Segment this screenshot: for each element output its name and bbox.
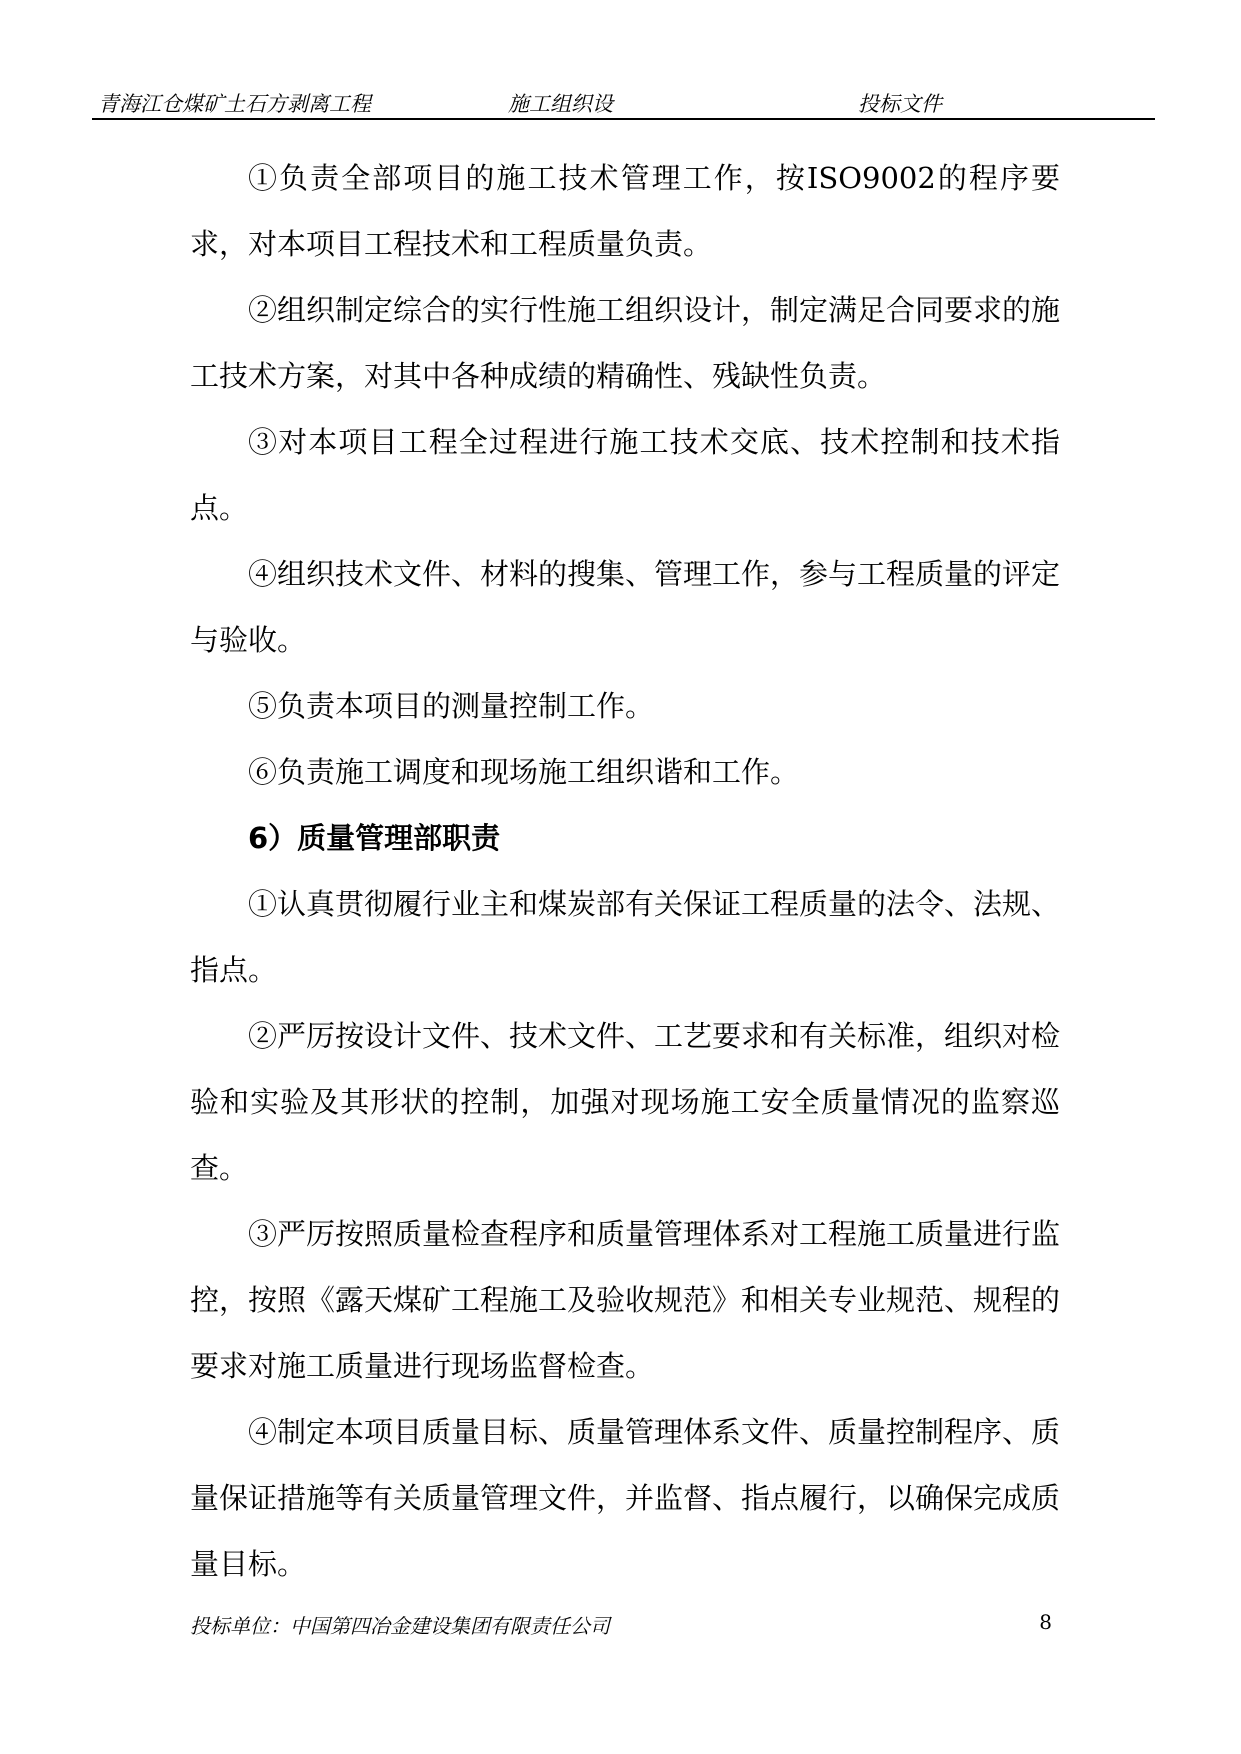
footer-bidder: 投标单位：中国第四冶金建设集团有限责任公司 xyxy=(190,1614,610,1638)
header-section-title: 施工组织设 xyxy=(508,92,613,116)
header-doc-type: 投标文件 xyxy=(858,92,942,116)
page-number: 8 xyxy=(1039,1610,1052,1634)
paragraph-quality-duty-3: ③严厉按照质量检查程序和质量管理体系对工程施工质量进行监控，按照《露天煤矿工程施工及验收规范》和相关专业规范、规程的要求对施工质量进行现场监督检查。 xyxy=(190,1217,1061,1383)
page-header xyxy=(92,88,1155,122)
paragraph-tech-duty-3: ③对本项目工程全过程进行施工技术交底、技术控制和技术指点。 xyxy=(190,425,1060,525)
paragraph-quality-duty-4: ④制定本项目质量目标、质量管理体系文件、质量控制程序、质量保证措施等有关质量管理文件，并监督、指点履行，以确保完成质量目标。 xyxy=(190,1415,1061,1581)
paragraph-tech-duty-1: ①负责全部项目的施工技术管理工作，按ISO9002的程序要求，对本项目工程技术和工程质量负责。 xyxy=(190,161,1060,261)
header-project-title: 青海江仓煤矿土石方剥离工程 xyxy=(98,92,371,116)
paragraph-quality-duty-1: ①认真贯彻履行业主和煤炭部有关保证工程质量的法令、法规、指点。 xyxy=(190,887,1061,987)
paragraph-tech-duty-6: ⑥负责施工调度和现场施工组织谐和工作。 xyxy=(248,755,800,789)
paragraph-tech-duty-2: ②组织制定综合的实行性施工组织设计，制定满足合同要求的施工技术方案，对其中各种成绩的精确性、残缺性负责。 xyxy=(190,293,1061,393)
paragraph-tech-duty-4: ④组织技术文件、材料的搜集、管理工作，参与工程质量的评定与验收。 xyxy=(190,557,1061,657)
paragraph-quality-duty-2: ②严厉按设计文件、技术文件、工艺要求和有关标准，组织对检验和实验及其形状的控制，加强对现场施工安全质量情况的监察巡查。 xyxy=(190,1019,1061,1185)
page-footer xyxy=(190,1610,1060,1640)
section-heading-quality-dept: 6）质量管理部职责 xyxy=(248,821,501,855)
header-divider xyxy=(92,118,1155,120)
paragraph-tech-duty-5: ⑤负责本项目的测量控制工作。 xyxy=(248,689,655,723)
document-body xyxy=(190,145,1060,1597)
